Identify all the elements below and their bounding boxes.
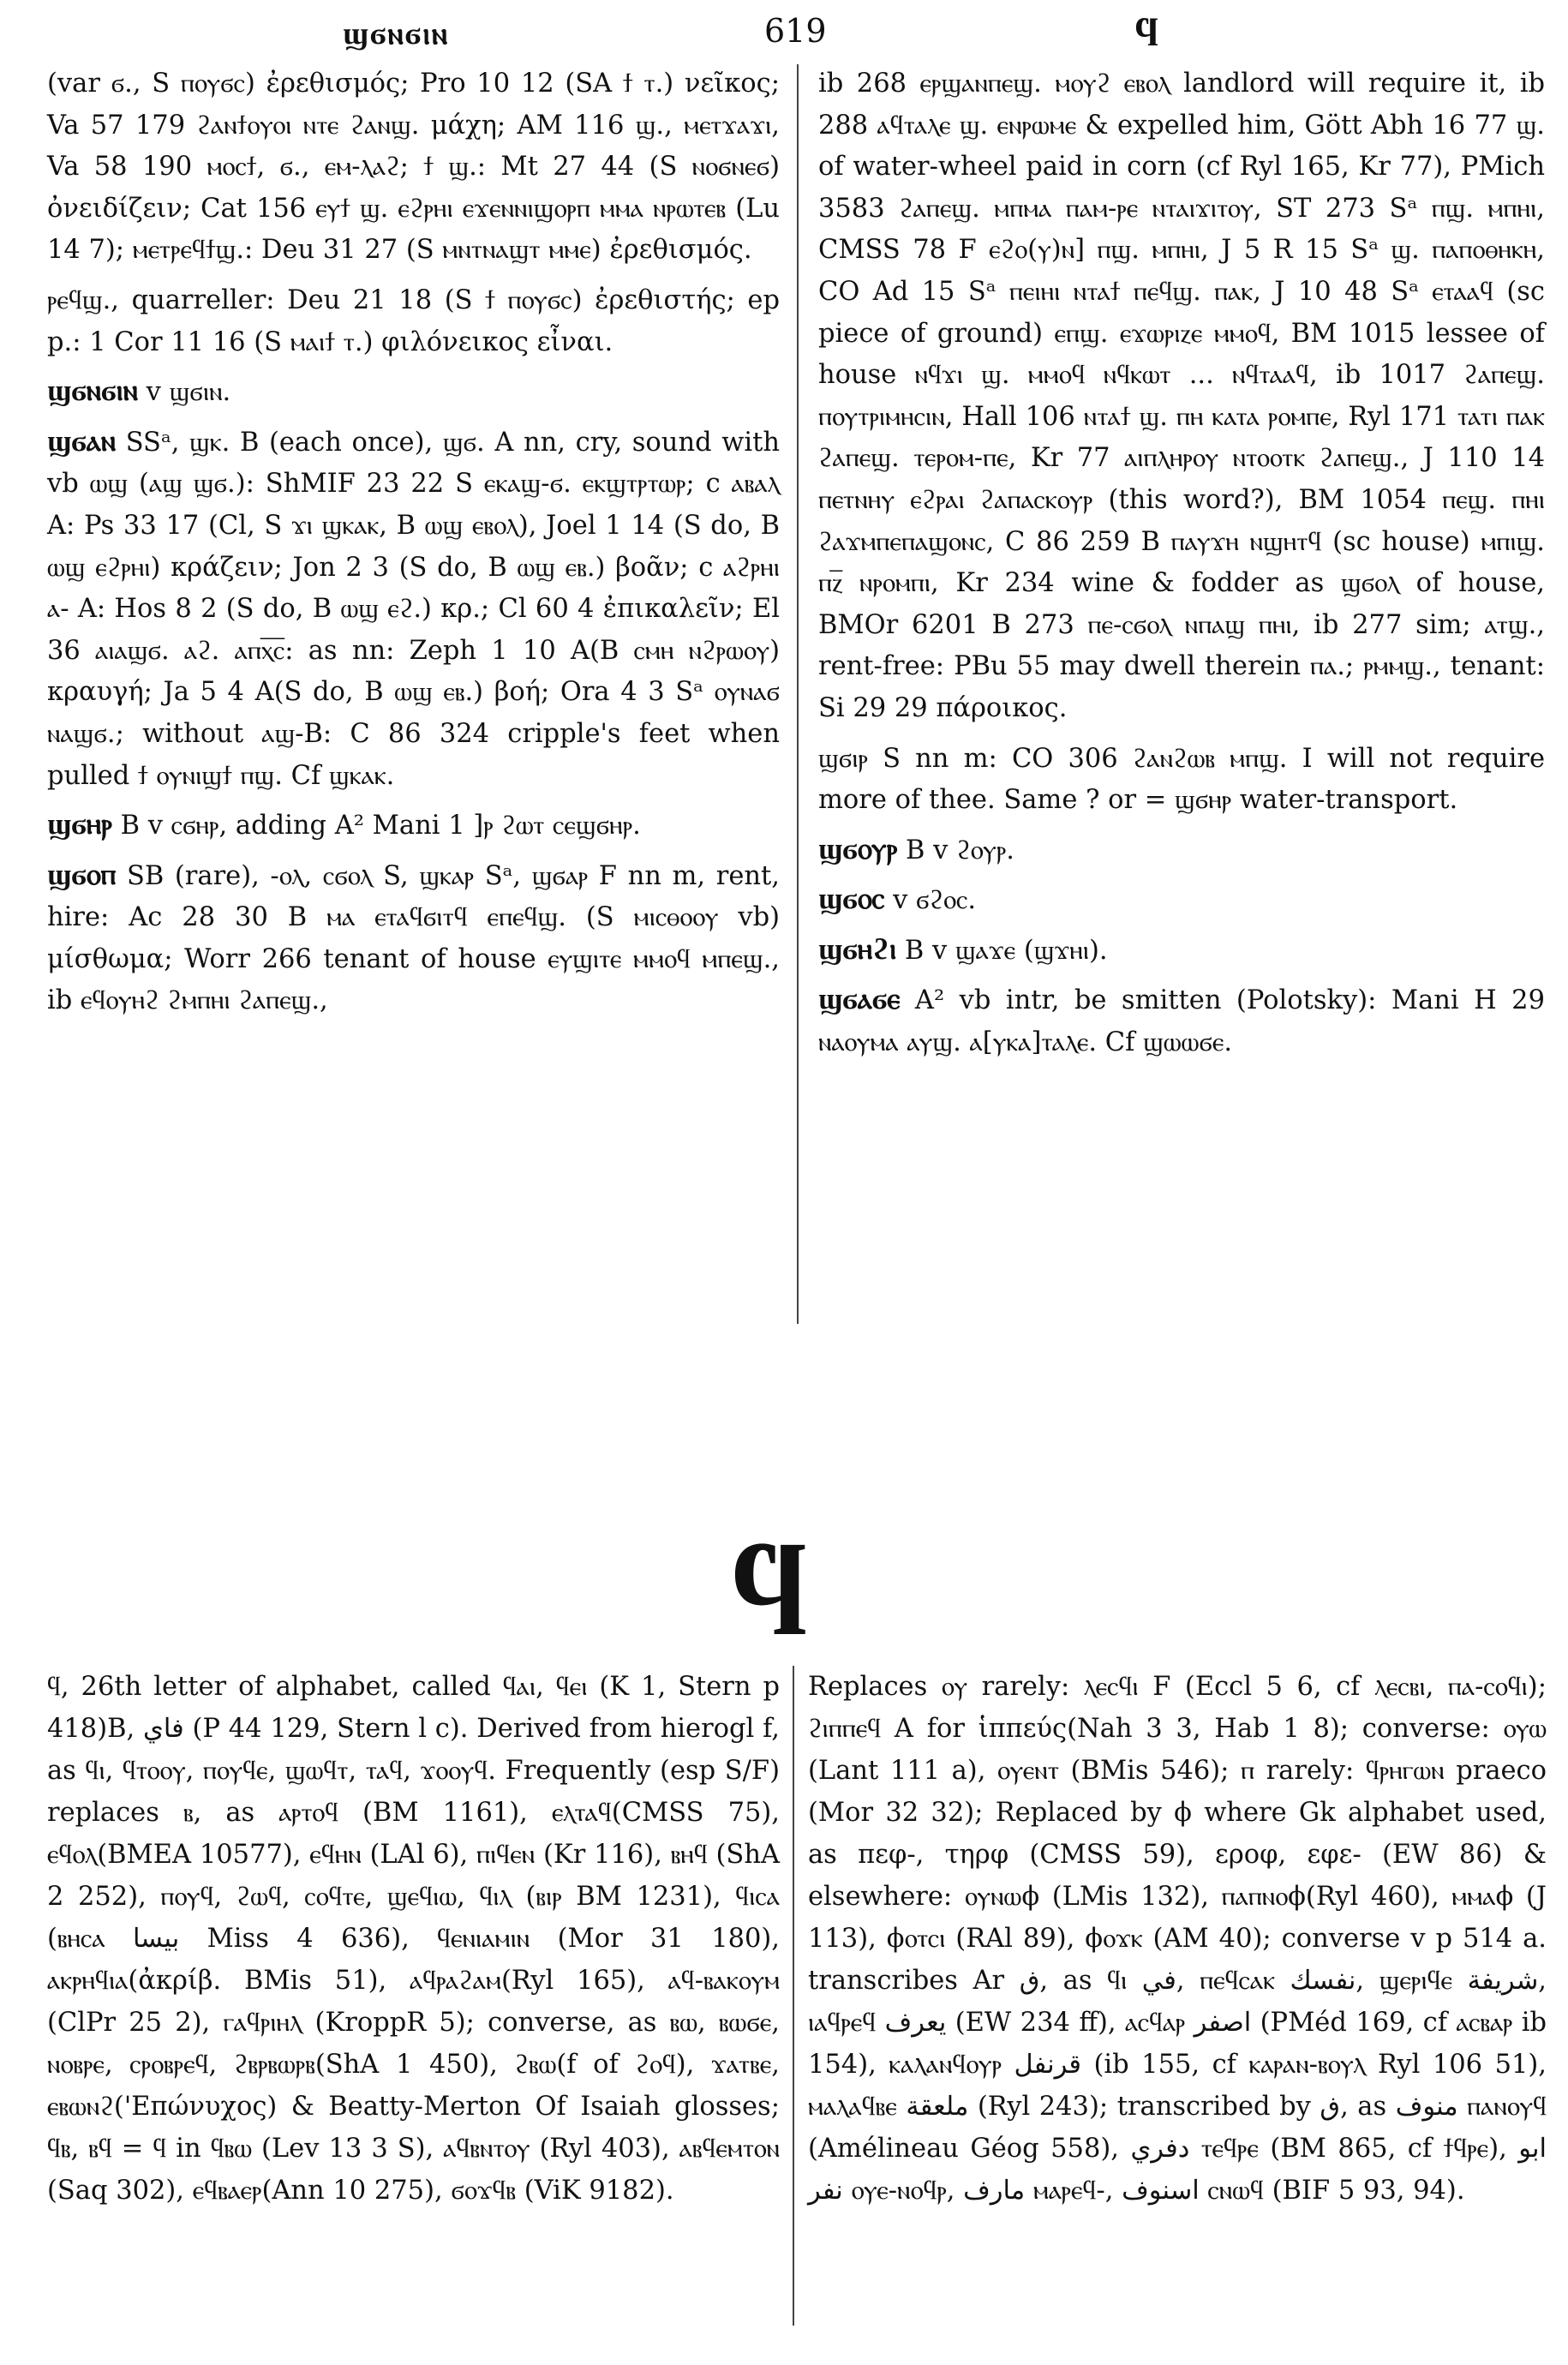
entry-shjos: ϣϭⲟⲥ v ϭϩⲟⲥ. xyxy=(818,882,977,917)
page-header xyxy=(0,9,1568,60)
entry-fai-letter: ϥ, 26th letter of alphabet, called ϥⲁⲓ, ϥⲉⲓ (K 1, Stern p 418)B, ڧاي (P 44 129, Stern l c). Derived from hierogl f, as ϥⲓ, ϥⲧⲟⲟⲩ, ⲡⲟⲩϥⲉ, ϣⲱϥⲧ, ⲧⲁϥ, ϫⲟⲟⲩϥ. Frequently (esp S/F) replaces ⲃ, as ⲁⲣⲧⲟϥ (BM 1161), ⲉⲗⲧⲁϥ(CMSS 75), ⲉϥⲟⲗ(BMEA 10577), ⲉϥⲏⲛ (LAl 6), ⲡⲓϥⲉⲛ (Kr 116), ⲃⲏϥ (ShA 2 252), ⲡⲟⲩϥ, ϩⲱϥ, ⲥⲟϥⲧⲉ, ϣⲉϥⲓⲱ, ϥⲓⲗ (ⲃⲓⲣ BM 1231), ϥⲓⲥⲁ (ⲃⲏⲥⲁ بيسا Miss 4 636), ϥⲉⲛⲓⲁⲙⲓⲛ (Mor 31 180), ⲁⲕⲣⲏϥⲓⲁ(ἀκρίβ. BMis 51), ⲁϥⲣⲁϩⲁⲙ(Ryl 165), ⲁϥ-ⲃⲁⲕⲟⲩⲙ (ClPr 25 2), ⲅⲁϥⲣⲓⲏⲗ (KroppR 5); converse, as ⲃⲱ, ⲃⲱϭⲉ, ⲛⲟⲃⲣⲉ, ⲥⲣⲟⲃⲣⲉϥ, ϩⲃⲣⲃⲱⲣⲃ(ShA 1 450), ϩⲃⲱ(f of ϩⲟϥ), ϫⲁⲧⲃⲉ, ⲉⲃⲱⲛϩ('Επώνυχος) & Beatty-Merton Of Isaiah glosses; ϥⲃ, ⲃϥ = ϥ in ϥⲃⲱ (Lev 13 3 S), ⲁϥⲃⲛⲧⲟⲩ (Ryl 403), ⲁⲃϥⲉⲙⲧⲟⲛ (Saq 302), ⲉϥⲃⲁⲉⲣ(Ann 10 275), ϭⲟϫϥⲃ (ViK 9182). xyxy=(47,1672,780,2206)
page-number: 619 xyxy=(764,12,827,50)
section-letter-heading: ϥ xyxy=(733,1514,808,1665)
right-column-bottom xyxy=(808,1666,1547,2218)
entry-shjop: ϣϭⲟⲡ SB (rare), -ⲟⲗ, ⲥϭⲟⲗ S, ϣⲕⲁⲣ Sᵃ, ϣϭⲁⲣ F nn m, rent, hire: Ac 28 30 B ⲙⲁ ⲉⲧⲁϥϭⲓⲧϥ ⲉⲡⲉϥϣ. (S ⲙⲓⲥⲑⲟⲟⲩ vb) μίσθωμα; Worr 266 tenant of house ⲉⲩϣⲓⲧⲉ ⲙⲙⲟϥ ⲙⲡⲉϣ., ib ⲉϥⲟⲩⲏϩ ϩⲙⲡⲏⲓ ϩⲁⲡⲉϣ., xyxy=(47,857,780,1016)
entry-shjour: ϣϭⲟⲩⲣ B v ϩⲟⲩⲣ. xyxy=(818,831,1015,866)
entry-continuation-right: ib 268 ⲉⲣϣⲁⲛⲡⲉϣ. ⲙⲟⲩϩ ⲉⲃⲟⲗ landlord will require it, ib 288 ⲁϥⲧⲁⲗⲉ ϣ. ⲉⲛⲣⲱⲙⲉ & expelled him, Gött Abh 16 77 ϣ. of water-wheel paid in corn (cf Ryl 165, Kr 77), PMich 3583 ϩⲁⲡⲉϣ. ⲙⲡⲙⲁ ⲡⲁⲙ-ⲣⲉ ⲛⲧⲁⲓϫⲓⲧⲟⲩ, ST 273 Sᵃ ⲡϣ. ⲙⲡⲏⲓ, CMSS 78 F ⲉϩⲟ(ⲩ)ⲛ] ⲡϣ. ⲙⲡⲏⲓ, J 5 R 15 Sᵃ ϣ. ⲡⲁⲡⲟⲑⲏⲕⲏ, CO Ad 15 Sᵃ ⲡⲉⲓⲏⲓ ⲛⲧⲁϯ ⲡⲉϥϣ. ⲡⲁⲕ, J 10 48 Sᵃ ⲉⲧⲁⲁϥ (sc piece of ground) ⲉⲡϣ. ⲉϫⲱⲣⲓⲍⲉ ⲙⲙⲟϥ, BM 1015 lessee of house ⲛϥϫⲓ ϣ. ⲙⲙⲟϥ ⲛϥⲕⲱⲧ ... ⲛϥⲧⲁⲁϥ, ib 1017 ϩⲁⲡⲉϣ. ⲡⲟⲩⲧⲣⲓⲙⲏⲥⲓⲛ, Hall 106 ⲛⲧⲁϯ ϣ. ⲡⲏ ⲕⲁⲧⲁ ⲣⲟⲙⲡⲉ, Ryl 171 ⲧⲁⲧⲓ ⲡⲁⲕ ϩⲁⲡⲉϣ. ⲧⲉⲣⲟⲙ-ⲡⲉ, Kr 77 ⲁⲓⲡⲗⲏⲣⲟⲩ ⲛⲧⲟⲟⲧⲕ ϩⲁⲡⲉϣ., J 110 14 ⲡⲉⲧⲛⲏⲩ ⲉϩⲣⲁⲓ ϩⲁⲡⲁⲥⲕⲟⲩⲣ (this word?), BM 1054 ⲡⲉϣ. ⲡⲏⲓ ϩⲁϫⲙⲡⲉⲡⲁϣⲟⲛⲥ, C 86 259 B ⲡⲁⲩϫⲏ ⲛϣⲏⲧϥ (sc house) ⲙⲡⲓϣ. ⲡⲍ̅ ⲛⲣⲟⲙⲡⲓ, Kr 234 wine & fodder as ϣϭⲟⲗ of house, BMOr 6201 B 273 ⲡⲉ-ⲥϭⲟⲗ ⲛⲡⲁϣ ⲡⲏⲓ, ib 277 sim; ⲁⲧϣ., rent-free: PBu 55 may dwell therein ⲡⲁ.; ⲣⲙⲙϣ., tenant: Si 29 29 πάροικος. xyxy=(818,69,1545,723)
header-guide-word: ϣϭⲛϭⲓⲛ xyxy=(343,15,450,51)
right-column-top xyxy=(818,62,1545,1071)
entry-shjer: ϣϭⲏⲣ B v ⲥϭⲏⲣ, adding A² Mani 1 ]ⲣ ϩⲱⲧ ⲥⲉϣϭⲏⲣ. xyxy=(47,807,641,842)
entry-shjehi: ϣϭⲏϩⲓ B v ϣⲁϫⲉ (ϣϫⲏⲓ). xyxy=(818,931,1108,967)
entry-shjinjin: ϣϭⲛϭⲓⲛ v ϣϭⲓⲛ. xyxy=(47,374,231,409)
left-column-top xyxy=(47,62,780,1029)
entry-fai-replacements: Replaces ⲟⲩ rarely: ⲗⲉⲥϥⲓ F (Eccl 5 6, cf ⲗⲉⲥⲃⲓ, ⲡⲁ-ⲥⲟϥⲓ); ϩⲓⲡⲡⲉϥ A for ἱππεύς(Nah 3 3, Hab 1 8); converse: ⲟⲩⲱ (Lant 111 a), ⲟⲩⲉⲛⲧ (BMis 546); ⲡ rarely: ϥⲣⲏⲅⲱⲛ praeco (Mor 32 32); Replaced by ϕ where Gk alphabet used, as πεφ-, τηρφ (CMSS 59), εροφ, εφε- (EW 86) & elsewhere: ⲟⲩⲛⲱϕ (LMis 132), ⲡⲁⲡⲛⲟϕ(Ryl 460), ⲙⲙⲁϕ (J 113), ϕⲟⲧⲥⲓ (RAl 89), ϕⲟϫⲕ (AM 40); converse v p 514 a. transcribes Ar ڧ, as ϥⲓ ڧي, ⲡⲉϥⲥⲁⲕ نفسك, ϣⲉⲣⲓϥⲉ شريفة, ⲓⲁϥⲣⲉϥ يعرف (EW 234 ff), ⲁⲥϥⲁⲣ اصفر (PMéd 169, cf ⲁⲥⲃⲁⲣ ib 154), ⲕⲁⲗⲁⲛϥⲟⲩⲣ قرنفل (ib 155, cf ⲕⲁⲣⲁⲛ-ⲃⲟⲩⲗ Ryl 106 51), ⲙⲁⲗⲁϥⲃⲉ ملعقة (Ryl 243); transcribed by ڧ, as منوف ⲡⲁⲛⲟⲩϥ (Amélineau Géog 558), دفري ⲧⲉϥⲣⲉ (BM 865, cf ϯϥⲣⲉ), ابو نفر ⲟⲩⲉ-ⲛⲟϥⲣ, مارف ⲙⲁⲣⲉϥ-, اسنوف ⲥⲛⲱϥ (BIF 5 93, 94). xyxy=(808,1672,1547,2206)
entry-shjan: ϣϭⲁⲛ SSᵃ, ϣⲕ. B (each once), ϣϭ. A nn, cry, sound with vb ⲱϣ (ⲁϣ ϣϭ.): ShMIF 23 22 S ⲉⲕⲁϣ-ϭ. ⲉⲕϣⲧⲣⲧⲱⲣ; c ⲁⲃⲁⲗ A: Ps 33 17 (Cl, S ϫⲓ ϣⲕⲁⲕ, B ⲱϣ ⲉⲃⲟⲗ), Joel 1 14 (S do, B ⲱϣ ⲉϩⲣⲏⲓ) κράζειν; Jon 2 3 (S do, B ⲱϣ ⲉⲃ.) βοᾶν; c ⲁϩⲣⲏⲓ ⲁ- A: Hos 8 2 (S do, B ⲱϣ ⲉϩ.) κρ.; Cl 60 4 ἐπικαλεῖν; El 36 ⲁⲓⲁϣϭ. ⲁϩ. ⲁⲡⲭ̅ⲥ̅: as nn: Zeph 1 10 A(B ⲥⲙⲏ ⲛϩⲣⲱⲟⲩ) κραυγή; Ja 5 4 A(S do, B ⲱϣ ⲉⲃ.) βοή; Ora 4 3 Sᵃ ⲟⲩⲛⲁϭ ⲛⲁϣϭ.; without ⲁϣ-B: C 86 324 cripple's feet when pulled ϯ ⲟⲩⲛⲓϣϯ ⲡϣ. Cf ϣⲕⲁⲕ. xyxy=(47,423,780,791)
entry-shjir: ϣϭⲓⲣ S nn m: CO 306 ϩⲁⲛϩⲱⲃ ⲙⲡϣ. I will not require more of thee. Same ? or = ϣϭⲏⲣ water-transport. xyxy=(818,743,1545,816)
column-divider-bottom xyxy=(793,1666,794,2326)
entry-quarreller: ⲣⲉϥϣ., quarreller: Deu 21 18 (S ϯ ⲡⲟⲩϭⲥ) ἐρεθιστής; ep p.: 1 Cor 11 16 (S ⲙⲁⲓϯ ⲧ.) φιλόνεικος εἶναι. xyxy=(47,284,780,357)
entry-shjaje: ϣϭⲁϭⲉ A² vb intr, be smitten (Polotsky): Mani H 29 ⲛⲁⲟⲩⲙⲁ ⲁⲩϣ. ⲁ[ⲩⲕⲁ]ⲧⲁⲗⲉ. Cf ϣⲱⲱϭⲉ. xyxy=(818,982,1545,1058)
left-column-bottom xyxy=(47,1666,780,2218)
entry-continuation: (var ϭ., S ⲡⲟⲩϭⲥ) ἐρεθισμός; Pro 10 12 (SA ϯ ⲧ.) νεῖκος; Va 57 179 ϩⲁⲛϯⲟⲩⲟⲓ ⲛⲧⲉ ϩⲁⲛϣ. μάχη; AM 116 ϣ., ⲙⲉⲧϫⲁϫⲓ, Va 58 190 ⲙⲟⲥϯ, ϭ., ⲉⲙ-ⲗⲁϩ; ϯ ϣ.: Mt 27 44 (S ⲛⲟϭⲛⲉϭ) ὀνειδίζειν; Cat 156 ⲉⲩϯ ϣ. ⲉϩⲣⲏⲓ ⲉϫⲉⲛⲛⲓϣⲟⲣⲡ ⲙⲙⲁ ⲛⲣⲱⲧⲉⲃ (Lu 14 7); ⲙⲉⲧⲣⲉϥϯϣ.: Deu 31 27 (S ⲙⲛⲧⲛⲁϣⲧ ⲙⲙⲉ) ἐρεθισμός. xyxy=(47,69,780,266)
header-section-letter: ϥ xyxy=(1135,9,1158,55)
column-divider-top xyxy=(797,64,799,1324)
